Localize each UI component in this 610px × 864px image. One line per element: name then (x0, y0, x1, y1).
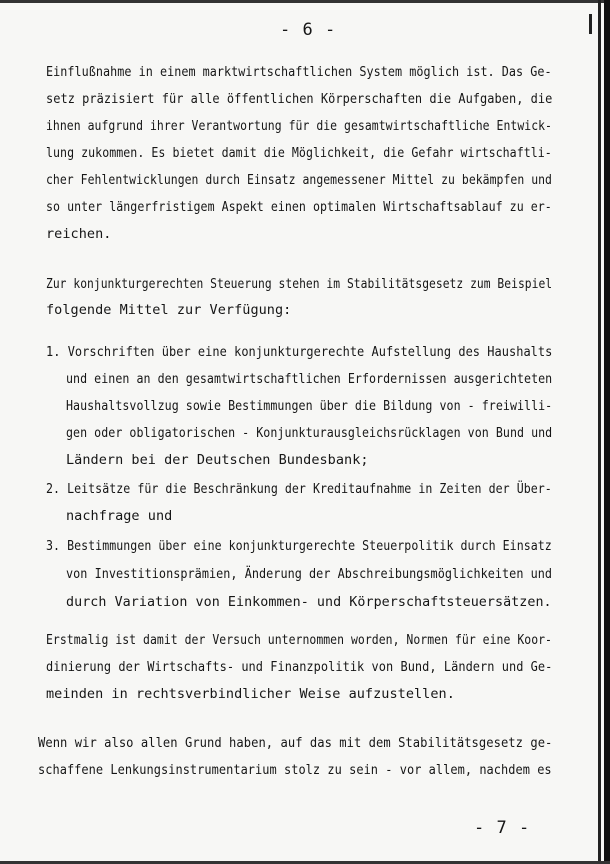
list-item-1-continuation: und einen an den gesamtwirtschaftlichen Erfordernissen ausgerichteten (66, 371, 553, 387)
text-line: Erstmalig ist damit der Versuch unternommen worden, Normen für eine Koor- (46, 632, 553, 648)
scan-edge-top (0, 0, 610, 3)
list-item-3: 3. Bestimmungen über eine konjunkturgerechte Steuerpolitik durch Einsatz (46, 538, 552, 554)
text-line: cher Fehlentwicklungen durch Einsatz angemessener Mittel zu bekämpfen und (46, 172, 553, 188)
list-item-3-continuation: von Investitionsprämien, Änderung der Abschreibungsmöglichkeiten und (66, 566, 553, 582)
text-line: lung zukommen. Es bietet damit die Möglichkeit, die Gefahr wirtschaftli- (46, 145, 552, 161)
list-item-2: 2. Leitsätze für die Beschränkung der Kreditaufnahme in Zeiten der Über- (46, 481, 552, 497)
text-line: folgende Mittel zur Verfügung: (46, 302, 292, 318)
text-line: reichen. (46, 226, 112, 242)
list-item-3-continuation: durch Variation von Einkommen- und Körperschaftsteuersätzen. (66, 594, 552, 610)
text-line: dinierung der Wirtschafts- und Finanzpolitik von Bund, Ländern und Ge- (46, 659, 553, 675)
text-line: Wenn wir also allen Grund haben, auf das mit dem Stabilitätsgesetz ge- (38, 735, 553, 751)
list-item-1-continuation: Haushaltsvollzug sowie Bestimmungen über die Bildung von - freiwilli- (66, 398, 553, 414)
list-item-2-continuation: nachfrage und (66, 508, 173, 524)
list-item-1: 1. Vorschriften über eine konjunkturgerechte Aufstellung des Haushalts (46, 344, 553, 360)
text-line: meinden in rechtsverbindlicher Weise aufzustellen. (46, 686, 455, 702)
text-line: so unter längerfristigem Aspekt einen optimalen Wirtschaftsablauf zu er- (46, 199, 552, 215)
list-item-1-continuation: gen oder obligatorischen - Konjunkturausgleichsrücklagen von Bund und (66, 425, 553, 441)
scan-edge-right-inner (598, 0, 601, 864)
list-item-1-continuation: Ländern bei der Deutschen Bundesbank; (66, 452, 369, 468)
page-number-top: - 6 - (280, 20, 337, 40)
page-number-bottom: - 7 - (474, 818, 531, 838)
text-line: ihnen aufgrund ihrer Verantwortung für die gesamtwirtschaftliche Entwick- (46, 118, 553, 134)
text-line: setz präzisiert für alle öffentlichen Körperschaften die Aufgaben, die (46, 91, 553, 107)
text-line: Zur konjunkturgerechten Steuerung stehen im Stabilitätsgesetz zum Beispiel (46, 276, 553, 292)
scan-mark (589, 14, 592, 34)
text-line: Einflußnahme in einem marktwirtschaftlichen System möglich ist. Das Ge- (46, 64, 552, 80)
scan-edge-right (604, 0, 610, 864)
text-line: schaffene Lenkungsinstrumentarium stolz zu sein - vor allem, nachdem es (38, 762, 552, 778)
